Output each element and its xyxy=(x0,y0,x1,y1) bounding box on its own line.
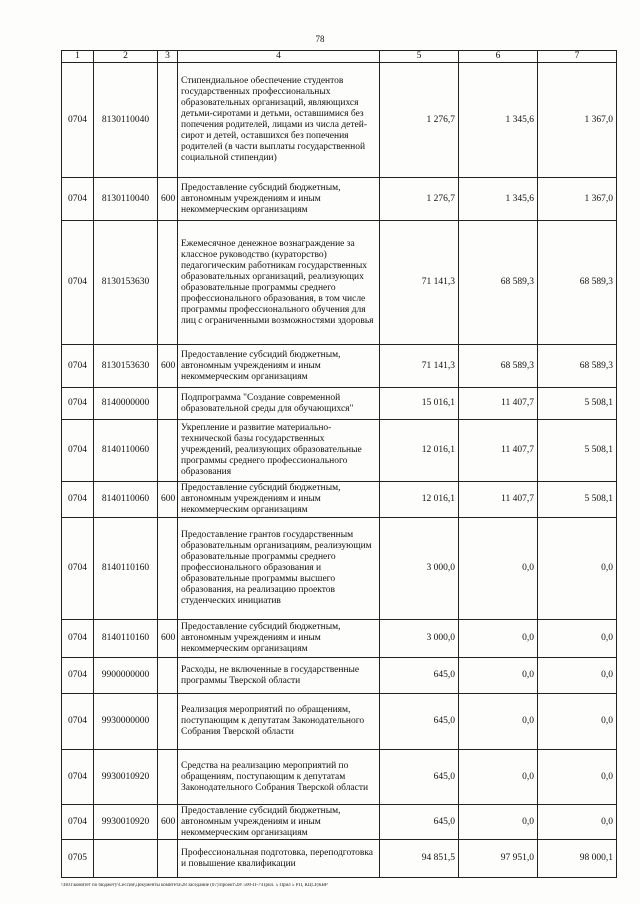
col-header-2: 2 xyxy=(94,51,158,63)
row-description: Стипендиальное обеспечение студентов государственных профессиональных образовательных организаций, являющихся детьми-сиротами и детьми, оставшимися без попечения родителей, лицами из числа детей-сирот и детей, оставшихся без попечения родителей (в части выплаты государственной социальной стипендии) xyxy=(178,63,380,178)
col-header-3: 3 xyxy=(158,51,178,63)
amount-col5: 3 000,0 xyxy=(380,518,459,620)
amount-col7: 1 367,0 xyxy=(538,178,617,221)
amount-col5: 645,0 xyxy=(380,750,459,805)
amount-col5: 3 000,0 xyxy=(380,620,459,658)
amount-col6: 11 407,7 xyxy=(459,388,538,420)
section-code: 0704 xyxy=(62,750,94,805)
expense-type-code xyxy=(158,840,178,878)
target-article-code: 8130153630 xyxy=(94,345,158,388)
section-code: 0704 xyxy=(62,518,94,620)
row-description: Предоставление субсидий бюджетным, автономным учреждениям и иным некоммерческим организациям xyxy=(178,345,380,388)
table-row xyxy=(62,750,617,805)
col-header-1: 1 xyxy=(62,51,94,63)
amount-col6: 1 345,6 xyxy=(459,63,538,178)
amount-col7: 0,0 xyxy=(538,518,617,620)
file-path-footer: \\fs01\комитет по бюджету\Сессии\Документы комитета\28 заседание (07)\проект\28\ 500-П-7\Прил. 5 Прил 5 РП, КЦСР,КВР xyxy=(61,883,328,888)
amount-col7: 5 508,1 xyxy=(538,482,617,518)
table-row xyxy=(62,345,617,388)
expense-type-code xyxy=(158,658,178,694)
target-article-code: 8130110040 xyxy=(94,63,158,178)
table-row xyxy=(62,840,617,878)
section-code: 0704 xyxy=(62,805,94,840)
amount-col6: 0,0 xyxy=(459,805,538,840)
row-description: Ежемесячное денежное вознаграждение за классное руководство (кураторство) педагогическим работникам государственных образовательных организаций, реализующих образовательные программы среднего профессионального образования, в том числе программы профессионального обучения для лиц с ограниченными возможностями здоровья xyxy=(178,221,380,345)
expense-type-code xyxy=(158,221,178,345)
target-article-code: 8140110160 xyxy=(94,620,158,658)
amount-col6: 68 589,3 xyxy=(459,221,538,345)
amount-col7: 0,0 xyxy=(538,620,617,658)
amount-col7: 0,0 xyxy=(538,750,617,805)
page-number: 78 xyxy=(315,34,325,44)
amount-col5: 645,0 xyxy=(380,658,459,694)
row-description: Предоставление субсидий бюджетным, автономным учреждениям и иным некоммерческим организациям xyxy=(178,805,380,840)
section-code: 0705 xyxy=(62,840,94,878)
amount-col6: 11 407,7 xyxy=(459,482,538,518)
amount-col5: 15 016,1 xyxy=(380,388,459,420)
row-description: Расходы, не включенные в государственные программы Тверской области xyxy=(178,658,380,694)
header-row xyxy=(62,51,617,63)
amount-col7: 0,0 xyxy=(538,694,617,750)
amount-col7: 0,0 xyxy=(538,805,617,840)
target-article-code: 8140110160 xyxy=(94,518,158,620)
expense-type-code xyxy=(158,63,178,178)
section-code: 0704 xyxy=(62,345,94,388)
amount-col7: 98 000,1 xyxy=(538,840,617,878)
table-row xyxy=(62,63,617,178)
expense-type-code xyxy=(158,388,178,420)
amount-col5: 12 016,1 xyxy=(380,482,459,518)
amount-col6: 1 345,6 xyxy=(459,178,538,221)
section-code: 0704 xyxy=(62,63,94,178)
expense-type-code: 600 xyxy=(158,620,178,658)
amount-col5: 71 141,3 xyxy=(380,221,459,345)
section-code: 0704 xyxy=(62,694,94,750)
row-description: Средства на реализацию мероприятий по обращениям, поступающим к депутатам Законодательного Собрания Тверской области xyxy=(178,750,380,805)
amount-col5: 94 851,5 xyxy=(380,840,459,878)
table-row xyxy=(62,178,617,221)
amount-col6: 0,0 xyxy=(459,694,538,750)
row-description: Реализация мероприятий по обращениям, поступающим к депутатам Законодательного Собрания Тверской области xyxy=(178,694,380,750)
row-description: Предоставление субсидий бюджетным, автономным учреждениям и иным некоммерческим организациям xyxy=(178,178,380,221)
table-row xyxy=(62,805,617,840)
amount-col6: 0,0 xyxy=(459,658,538,694)
amount-col5: 71 141,3 xyxy=(380,345,459,388)
expense-type-code xyxy=(158,518,178,620)
target-article-code: 9900000000 xyxy=(94,658,158,694)
target-article-code: 8140110060 xyxy=(94,420,158,482)
amount-col6: 0,0 xyxy=(459,750,538,805)
amount-col5: 645,0 xyxy=(380,805,459,840)
amount-col6: 11 407,7 xyxy=(459,420,538,482)
expense-type-code xyxy=(158,750,178,805)
amount-col7: 0,0 xyxy=(538,658,617,694)
table-row xyxy=(62,482,617,518)
table-row xyxy=(62,221,617,345)
amount-col6: 0,0 xyxy=(459,620,538,658)
target-article-code: 9930010920 xyxy=(94,750,158,805)
amount-col7: 68 589,3 xyxy=(538,345,617,388)
target-article-code xyxy=(94,840,158,878)
expense-type-code xyxy=(158,694,178,750)
section-code: 0704 xyxy=(62,221,94,345)
target-article-code: 9930000000 xyxy=(94,694,158,750)
amount-col7: 5 508,1 xyxy=(538,420,617,482)
target-article-code: 8130153630 xyxy=(94,221,158,345)
row-description: Предоставление субсидий бюджетным, автономным учреждениям и иным некоммерческим организациям xyxy=(178,620,380,658)
row-description: Подпрограмма "Создание современной образовательной среды для обучающихся" xyxy=(178,388,380,420)
amount-col5: 1 276,7 xyxy=(380,178,459,221)
col-header-6: 6 xyxy=(459,51,538,63)
target-article-code: 8140000000 xyxy=(94,388,158,420)
amount-col7: 5 508,1 xyxy=(538,388,617,420)
col-header-5: 5 xyxy=(380,51,459,63)
table-row xyxy=(62,620,617,658)
section-code: 0704 xyxy=(62,388,94,420)
target-article-code: 9930010920 xyxy=(94,805,158,840)
expense-type-code xyxy=(158,420,178,482)
section-code: 0704 xyxy=(62,658,94,694)
section-code: 0704 xyxy=(62,420,94,482)
expense-type-code: 600 xyxy=(158,345,178,388)
budget-table xyxy=(61,50,617,878)
target-article-code: 8130110040 xyxy=(94,178,158,221)
row-description: Профессиональная подготовка, переподготовка и повышение квалификации xyxy=(178,840,380,878)
amount-col6: 0,0 xyxy=(459,518,538,620)
table-row xyxy=(62,658,617,694)
expense-type-code: 600 xyxy=(158,178,178,221)
section-code: 0704 xyxy=(62,482,94,518)
amount-col6: 97 951,0 xyxy=(459,840,538,878)
expense-type-code: 600 xyxy=(158,482,178,518)
section-code: 0704 xyxy=(62,620,94,658)
amount-col5: 12 016,1 xyxy=(380,420,459,482)
amount-col6: 68 589,3 xyxy=(459,345,538,388)
section-code: 0704 xyxy=(62,178,94,221)
target-article-code: 8140110060 xyxy=(94,482,158,518)
table-row xyxy=(62,388,617,420)
amount-col5: 1 276,7 xyxy=(380,63,459,178)
amount-col5: 645,0 xyxy=(380,694,459,750)
col-header-4: 4 xyxy=(178,51,380,63)
table-row xyxy=(62,420,617,482)
row-description: Предоставление грантов государственным образовательным организациям, реализующим образовательные программы среднего профессионального образования и образовательные программы высшего образования, на реализацию проектов студенческих инициатив xyxy=(178,518,380,620)
col-header-7: 7 xyxy=(538,51,617,63)
row-description: Укрепление и развитие материально-технической базы государственных учреждений, реализующих образовательные программы среднего профессионального образования xyxy=(178,420,380,482)
table-row xyxy=(62,518,617,620)
amount-col7: 1 367,0 xyxy=(538,63,617,178)
amount-col7: 68 589,3 xyxy=(538,221,617,345)
expense-type-code: 600 xyxy=(158,805,178,840)
row-description: Предоставление субсидий бюджетным, автономным учреждениям и иным некоммерческим организациям xyxy=(178,482,380,518)
table-row xyxy=(62,694,617,750)
